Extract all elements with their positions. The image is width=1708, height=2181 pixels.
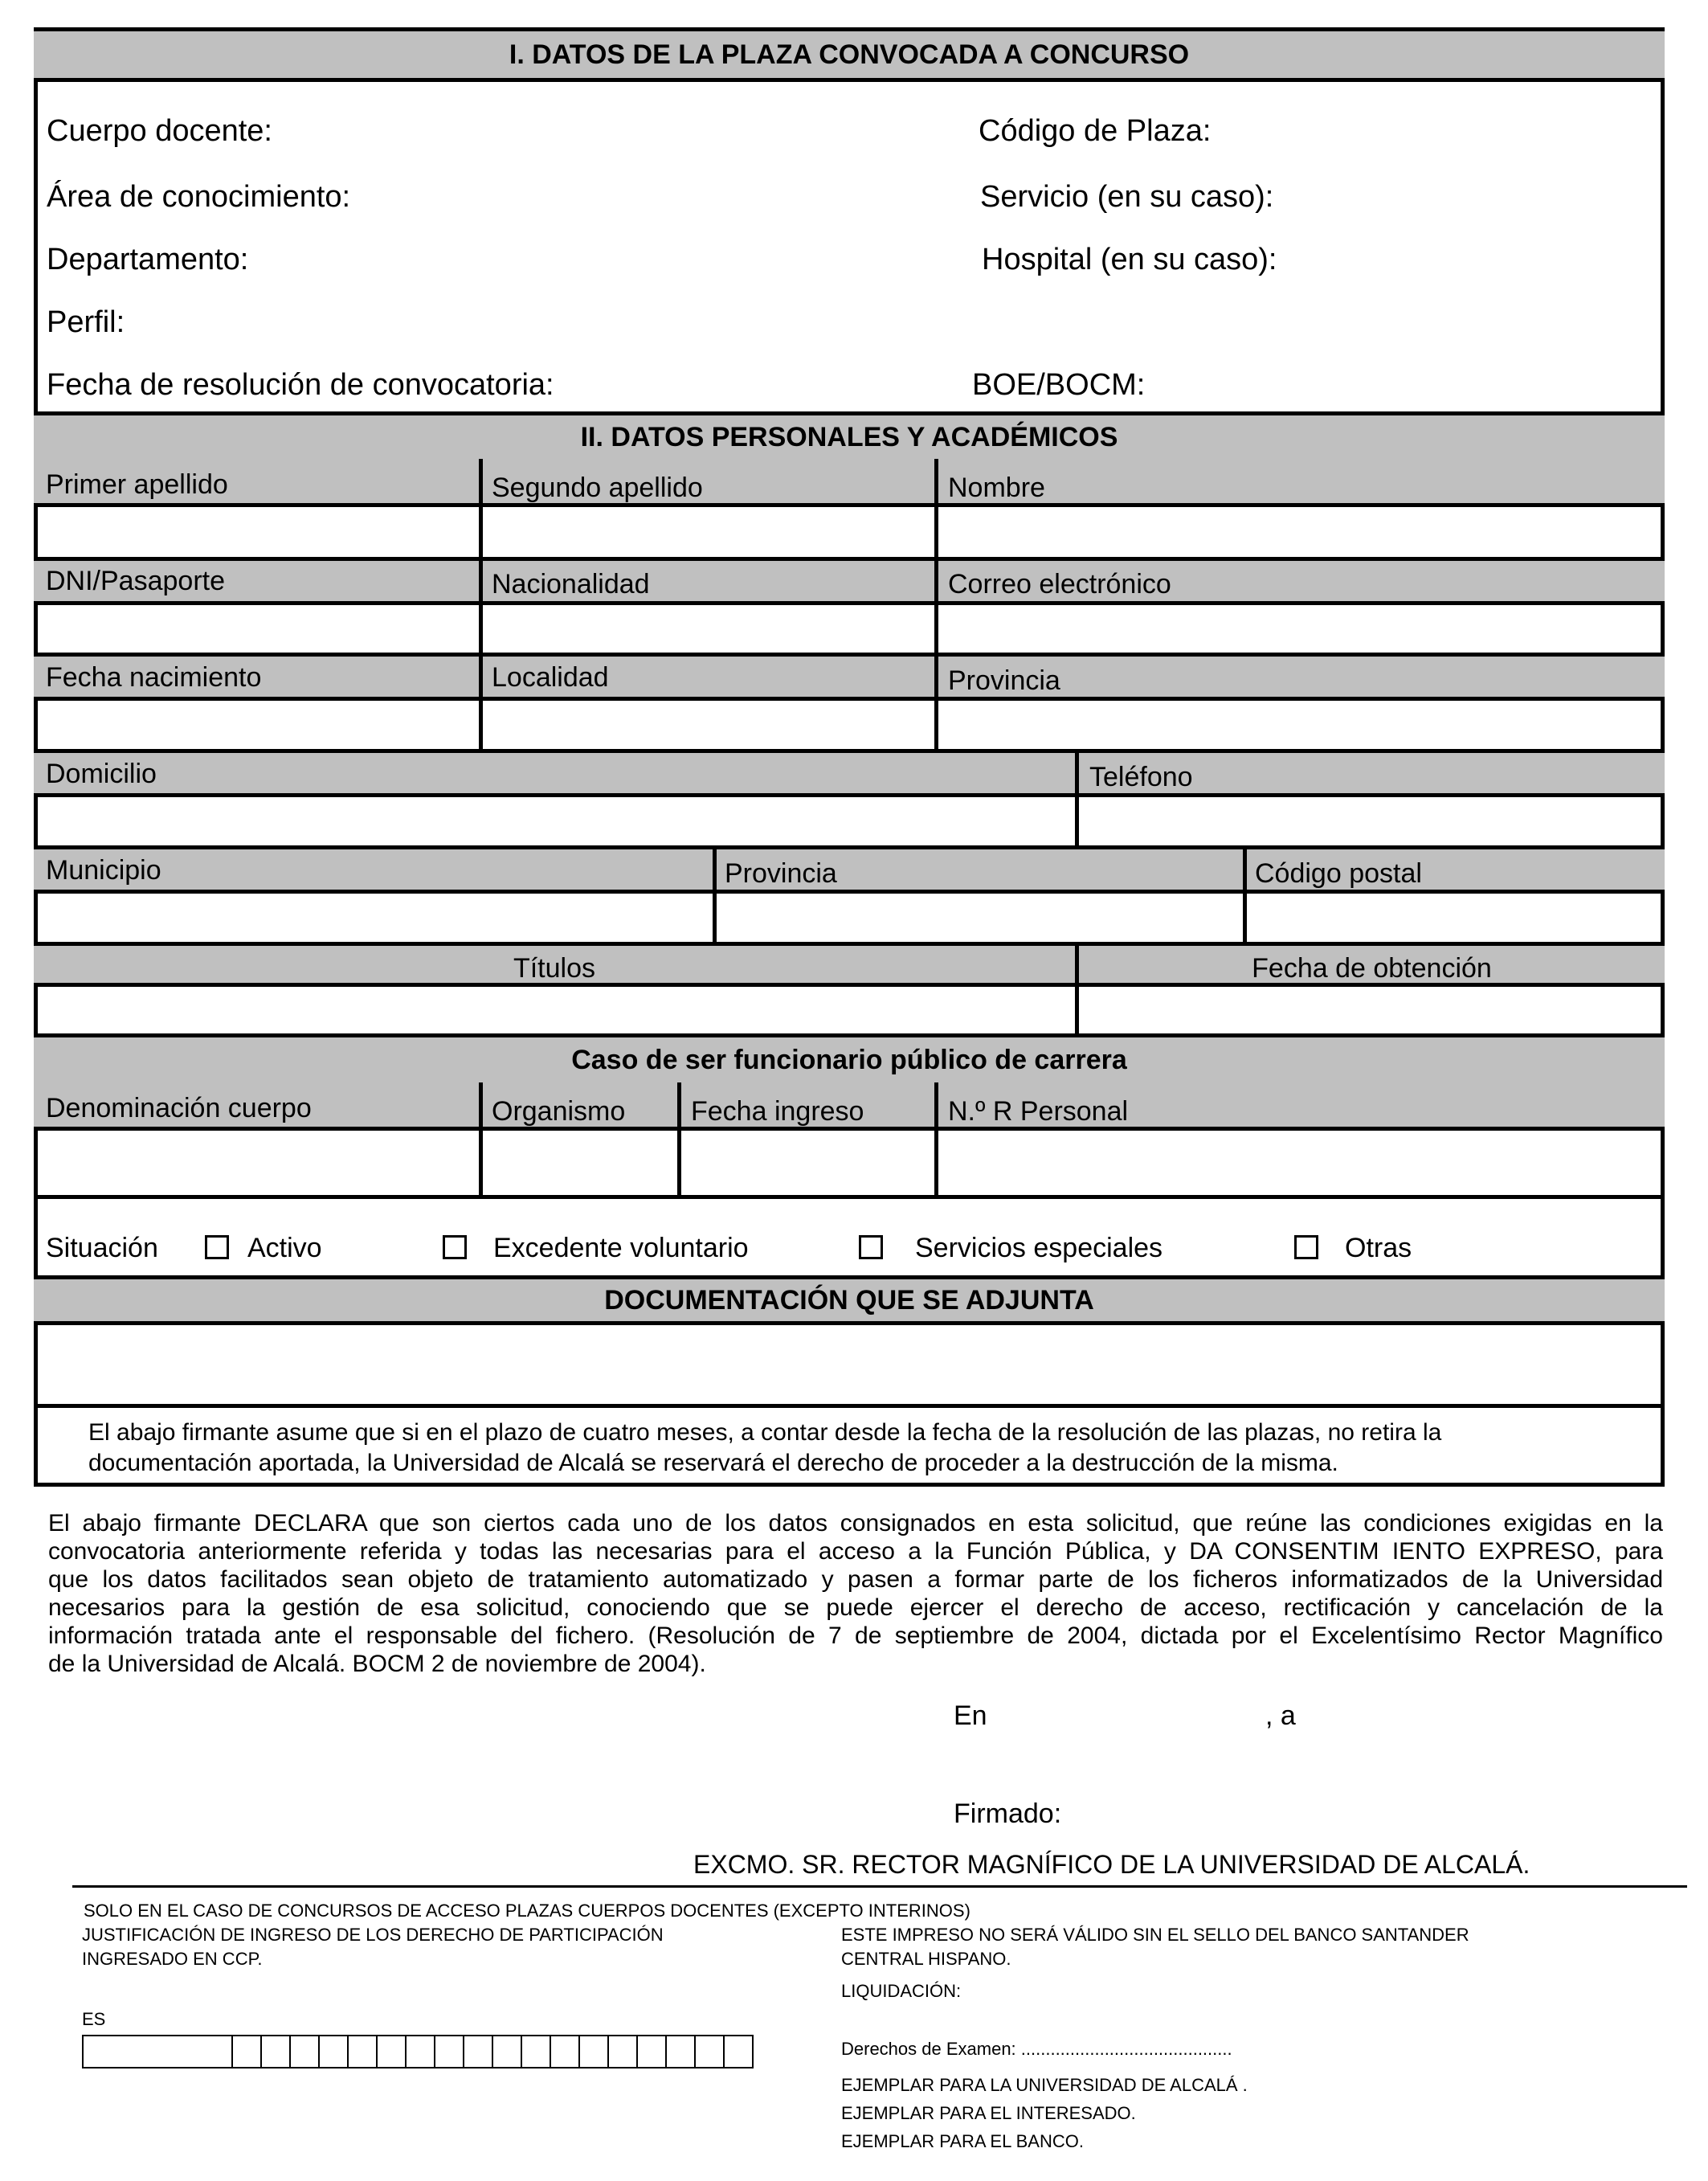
fecha-nacimiento-label: Fecha nacimiento (46, 662, 262, 693)
documentacion-title: DOCUMENTACIÓN QUE SE ADJUNTA (604, 1284, 1094, 1316)
section1-header (34, 27, 1665, 82)
account-number-grid[interactable] (82, 2035, 754, 2068)
municipio-label: Municipio (46, 855, 161, 886)
account-cell[interactable] (434, 2036, 463, 2067)
impreso-line2: CENTRAL HISPANO. (841, 1949, 1011, 1969)
section2-header (34, 411, 1665, 463)
account-cell[interactable] (550, 2036, 578, 2067)
justificacion-line2: INGRESADO EN CCP. (82, 1949, 263, 1969)
fecha-ingreso-field[interactable] (682, 1131, 934, 1197)
organismo-label: Organismo (492, 1096, 626, 1127)
col-divider (1075, 942, 1079, 1037)
es-label: ES (82, 2009, 106, 2029)
fecha-obtencion-field[interactable] (1080, 987, 1661, 1037)
perfil-label: Perfil: (47, 305, 125, 339)
declaracion-line: convocatoria anteriormente referida y todas las necesarias para el acceso a la Función Pública, y DA CONSENTIM IENTO EXPRESO, para (48, 1538, 1663, 1565)
correo-label: Correo electrónico (948, 569, 1171, 599)
note-line1: El abajo firmante asume que si en el plazo de cuatro meses, a contar desde la fecha de la resolución de las plazas, no retira la (88, 1419, 1442, 1446)
account-cell[interactable] (231, 2036, 260, 2067)
cuerpo-docente-label: Cuerpo docente: (47, 114, 272, 148)
declaracion-line: El abajo firmante DECLARA que son ciertos cada uno de los datos consignados en esta solicitud, que reúne las condiciones exigidas en la (48, 1510, 1663, 1537)
activo-label: Activo (247, 1233, 322, 1263)
account-cell[interactable] (289, 2036, 318, 2067)
nombre-label: Nombre (948, 473, 1045, 503)
account-cell[interactable] (492, 2036, 521, 2067)
funcionario-title: Caso de ser funcionario público de carrera (571, 1044, 1127, 1075)
col-divider (934, 1082, 938, 1197)
telefono-field[interactable] (1080, 797, 1661, 847)
col-divider (479, 1082, 483, 1197)
lugar-label: En (954, 1700, 987, 1731)
rector-label: EXCMO. SR. RECTOR MAGNÍFICO DE LA UNIVERSIDAD DE ALCALÁ. (693, 1850, 1530, 1879)
dni-field[interactable] (38, 605, 480, 655)
account-cell[interactable] (376, 2036, 405, 2067)
section2-title: II. DATOS PERSONALES Y ACADÉMICOS (580, 421, 1118, 452)
row4-label-band (34, 749, 1665, 797)
dni-label: DNI/Pasaporte (46, 566, 225, 596)
account-cell[interactable] (405, 2036, 434, 2067)
col-divider (677, 1082, 681, 1197)
account-cell[interactable] (521, 2036, 550, 2067)
row3-label-band (34, 653, 1665, 701)
account-cell[interactable] (260, 2036, 289, 2067)
ejemplar-universidad: EJEMPLAR PARA LA UNIVERSIDAD DE ALCALÁ . (841, 2075, 1248, 2095)
excedente-checkbox[interactable] (443, 1235, 467, 1259)
documentacion-field[interactable] (38, 1325, 1661, 1406)
domicilio-field[interactable] (38, 797, 1074, 847)
localidad-label: Localidad (492, 662, 609, 693)
otras-checkbox[interactable] (1294, 1235, 1318, 1259)
departamento-label: Departamento: (47, 243, 249, 276)
declaracion-line: necesarios para la gestión de esa solicitud, conociendo que se puede ejercer el derecho de acceso, rectificación y cancelación de la (48, 1594, 1663, 1621)
col-divider (1243, 845, 1247, 943)
servicios-especiales-checkbox[interactable] (859, 1235, 883, 1259)
provincia2-field[interactable] (717, 894, 1240, 943)
provincia-label: Provincia (948, 665, 1060, 696)
declaracion-line: que los datos facilitados sean objeto de tratamiento automatizado y pasen a formar parte de los ficheros informatizados de la Universidad (48, 1566, 1663, 1593)
justificacion-line1: JUSTIFICACIÓN DE INGRESO DE LOS DERECHO DE PARTICIPACIÓN (82, 1925, 664, 1945)
organismo-field[interactable] (484, 1131, 676, 1197)
nacionalidad-field[interactable] (484, 605, 934, 655)
account-cell[interactable] (318, 2036, 347, 2067)
servicio-label: Servicio (en su caso): (980, 180, 1274, 214)
fecha-nacimiento-field[interactable] (38, 701, 480, 751)
fecha-label: , a (1265, 1700, 1296, 1731)
titulos-label: Títulos (513, 953, 596, 984)
provincia-field[interactable] (938, 701, 1661, 751)
account-cell[interactable] (347, 2036, 376, 2067)
provincia2-label: Provincia (725, 858, 837, 889)
firmado-label: Firmado: (954, 1798, 1062, 1829)
denominacion-cuerpo-label: Denominación cuerpo (46, 1093, 312, 1123)
fecha-resolucion-label: Fecha de resolución de convocatoria: (47, 368, 554, 402)
denominacion-cuerpo-field[interactable] (38, 1131, 480, 1197)
documentacion-header (34, 1275, 1665, 1325)
codigo-postal-field[interactable] (1248, 894, 1661, 943)
col-divider (934, 459, 938, 751)
ejemplar-interesado: EJEMPLAR PARA EL INTERESADO. (841, 2103, 1136, 2123)
derechos-examen-label: Derechos de Examen: ........................................... (841, 2039, 1232, 2059)
titulos-field[interactable] (38, 987, 1074, 1037)
footer-divider (72, 1885, 1687, 1888)
row-divider (34, 1404, 1665, 1408)
account-cell[interactable] (665, 2036, 694, 2067)
fecha-obtencion-label: Fecha de obtención (1252, 953, 1492, 984)
segundo-apellido-label: Segundo apellido (492, 473, 703, 503)
fecha-ingreso-label: Fecha ingreso (691, 1096, 864, 1127)
impreso-line1: ESTE IMPRESO NO SERÁ VÁLIDO SIN EL SELLO DEL BANCO SANTANDER (841, 1925, 1469, 1945)
segundo-apellido-field[interactable] (484, 507, 934, 557)
situacion-label: Situación (46, 1233, 158, 1263)
nacionalidad-label: Nacionalidad (492, 569, 650, 599)
account-cell[interactable] (636, 2036, 665, 2067)
row2-label-band (34, 557, 1665, 605)
nombre-field[interactable] (938, 507, 1661, 557)
telefono-label: Teléfono (1089, 762, 1193, 792)
solo-caso-text: SOLO EN EL CASO DE CONCURSOS DE ACCESO PLAZAS CUERPOS DOCENTES (EXCEPTO INTERINOS) (84, 1901, 970, 1921)
boe-bocm-label: BOE/BOCM: (972, 368, 1146, 402)
liquidacion-label: LIQUIDACIÓN: (841, 1981, 962, 2001)
row-divider (34, 1195, 1665, 1199)
col-divider (479, 459, 483, 751)
row1-label-band (34, 459, 1665, 507)
col-divider (1075, 749, 1079, 847)
hospital-label: Hospital (en su caso): (982, 243, 1277, 276)
ejemplar-banco: EJEMPLAR PARA EL BANCO. (841, 2131, 1084, 2151)
account-cell[interactable] (607, 2036, 636, 2067)
account-cell[interactable] (84, 2036, 231, 2067)
codigo-plaza-label: Código de Plaza: (979, 114, 1212, 148)
municipio-field[interactable] (38, 894, 713, 943)
account-cell[interactable] (463, 2036, 492, 2067)
area-conocimiento-label: Área de conocimiento: (47, 180, 351, 214)
primer-apellido-label: Primer apellido (46, 469, 228, 500)
primer-apellido-field[interactable] (38, 507, 480, 557)
nrp-label: N.º R Personal (948, 1096, 1129, 1127)
note-line2: documentación aportada, la Universidad de Alcalá se reservará el derecho de proceder a la destrucción de la misma. (88, 1450, 1338, 1476)
correo-field[interactable] (938, 605, 1661, 655)
declaracion-line: información tratada ante el responsable del fichero. (Resolución de 7 de septiembre de 2004, dictada por el Excelentísimo Rector Magnífico (48, 1622, 1663, 1649)
nrp-field[interactable] (938, 1131, 1661, 1197)
account-cell[interactable] (694, 2036, 723, 2067)
declaracion-line: de la Universidad de Alcalá. BOCM 2 de noviembre de 2004). (48, 1651, 706, 1677)
funcionario-header (34, 1033, 1665, 1086)
col-divider (713, 845, 717, 943)
servicios-especiales-label: Servicios especiales (915, 1233, 1163, 1263)
otras-label: Otras (1345, 1233, 1412, 1263)
section1-title: I. DATOS DE LA PLAZA CONVOCADA A CONCURSO (509, 39, 1190, 70)
account-cell[interactable] (723, 2036, 752, 2067)
localidad-field[interactable] (484, 701, 934, 751)
domicilio-label: Domicilio (46, 759, 157, 789)
codigo-postal-label: Código postal (1255, 858, 1422, 889)
account-cell[interactable] (578, 2036, 607, 2067)
excedente-label: Excedente voluntario (493, 1233, 749, 1263)
activo-checkbox[interactable] (205, 1235, 229, 1259)
